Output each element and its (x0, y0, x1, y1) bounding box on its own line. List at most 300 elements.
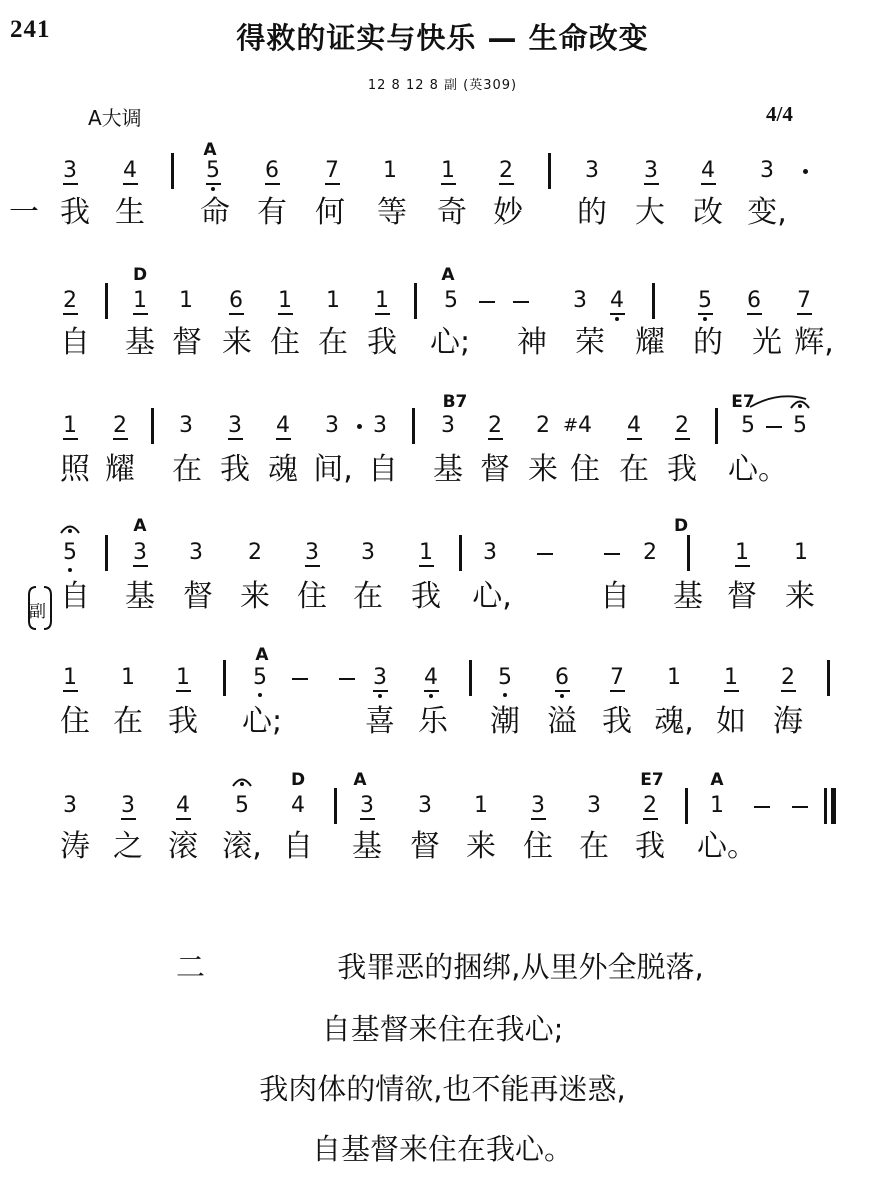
barline (223, 660, 226, 696)
note (410, 793, 440, 819)
note (317, 413, 347, 439)
lyric-syllable: 心, (472, 579, 512, 614)
note-digit: 3 (441, 413, 455, 438)
note-digit: 1 (176, 665, 190, 690)
eighth-underline (797, 313, 812, 315)
eighth-underline (123, 183, 138, 185)
note (352, 793, 382, 820)
lyric-syllable: 我 (411, 579, 441, 614)
note (716, 665, 746, 692)
eighth-underline (325, 183, 340, 185)
note-digit: 3 (373, 413, 387, 438)
eighth-underline (229, 313, 244, 315)
eighth-underline (441, 183, 456, 185)
note-digit: 5 (235, 793, 249, 818)
verse-line: 我肉体的情欲,也不能再迷惑, (259, 1072, 626, 1106)
low-octave-dot (258, 693, 262, 697)
lyric-syllable: 自 (368, 452, 398, 487)
note (171, 413, 201, 439)
note-digit: 7 (797, 288, 811, 313)
lyric-syllable: 心。 (697, 829, 757, 864)
key-signature: A大调 (88, 106, 142, 130)
chord-symbol: E7 (640, 770, 664, 790)
lyric-syllable: 变, (747, 195, 787, 230)
lyric-syllable: 的 (693, 325, 723, 360)
note-digit: 5 (63, 540, 77, 565)
note (635, 540, 665, 566)
eighth-underline (133, 565, 148, 567)
eighth-underline (206, 183, 221, 185)
eighth-underline (499, 183, 514, 185)
note-digit: 4 (578, 413, 592, 438)
eighth-underline (276, 438, 291, 440)
barline (151, 408, 154, 444)
lyric-syllable: 在 (172, 452, 202, 487)
chord-symbol: A (133, 516, 147, 536)
sustain-dash (339, 678, 355, 680)
note (168, 665, 198, 692)
eighth-underline (643, 818, 658, 820)
note-digit: 5 (206, 158, 220, 183)
chord-symbol: A (441, 265, 455, 285)
lyric-syllable: 何 (315, 195, 345, 230)
lyric-syllable: 来 (240, 579, 270, 614)
lyric-syllable: 海 (773, 704, 803, 739)
lyric-syllable: 督 (410, 829, 440, 864)
note-digit: 2 (488, 413, 502, 438)
note-digit: 2 (643, 540, 657, 565)
low-octave-dot (615, 317, 619, 321)
barline (715, 408, 718, 444)
lyric-syllable: 耀 (105, 452, 135, 487)
note (168, 793, 198, 820)
eighth-underline (735, 565, 750, 567)
note-digit: 1 (383, 158, 397, 183)
lyric-syllable: 自 (283, 829, 313, 864)
lyric-syllable: 滚, (222, 829, 262, 864)
note (690, 288, 720, 321)
eighth-underline (176, 690, 191, 692)
lyric-syllable: 溢 (547, 704, 577, 739)
eighth-underline (555, 690, 570, 692)
note-digit: 5 (793, 413, 807, 438)
note-digit: 1 (441, 158, 455, 183)
note (547, 665, 577, 698)
note (198, 158, 228, 191)
note-digit: 2 (499, 158, 513, 183)
note-digit: 5 (253, 665, 267, 690)
note-digit: 4 (424, 665, 438, 690)
refrain-label: 副 (29, 602, 46, 622)
lyric-syllable: 间, (313, 452, 353, 487)
note (785, 413, 815, 439)
lyric-syllable: 督 (183, 579, 213, 614)
lyric-syllable: 耀 (635, 325, 665, 360)
note (125, 540, 155, 567)
eighth-underline (627, 438, 642, 440)
fermata-icon (231, 775, 253, 787)
note-digit: 3 (573, 288, 587, 313)
note (565, 288, 595, 314)
note (365, 665, 395, 698)
chord-symbol: D (673, 516, 689, 536)
eighth-underline (373, 690, 388, 692)
lyric-syllable: 我 (168, 704, 198, 739)
low-octave-dot (560, 694, 564, 698)
fermata-icon (59, 522, 81, 534)
note-digit: 3 (179, 413, 193, 438)
eighth-underline (305, 565, 320, 567)
eighth-underline (265, 183, 280, 185)
note-digit: 5 (741, 413, 755, 438)
lyric-syllable: 我 (602, 704, 632, 739)
barline (334, 788, 337, 824)
barline (652, 283, 655, 319)
note-digit: 6 (747, 288, 761, 313)
lyric-syllable: 在 (353, 579, 383, 614)
note-digit: 1 (419, 540, 433, 565)
note (240, 540, 270, 566)
eighth-underline (360, 818, 375, 820)
note-digit: 3 (63, 158, 77, 183)
note (523, 793, 553, 820)
chord-symbol: A (710, 770, 724, 790)
note-digit: 3 (305, 540, 319, 565)
note (702, 793, 732, 819)
note (220, 413, 250, 440)
note-digit: 1 (667, 665, 681, 690)
note (375, 158, 405, 184)
sustain-dash (513, 301, 529, 303)
note-digit: 6 (265, 158, 279, 183)
lyric-syllable: 基 (673, 579, 703, 614)
lyric-syllable: 如 (716, 704, 746, 739)
note (659, 665, 689, 691)
chord-symbol: B7 (442, 392, 468, 412)
note (268, 413, 298, 440)
barline (105, 283, 108, 319)
note-digit: 4 (176, 793, 190, 818)
note-digit: 1 (133, 288, 147, 313)
lyric-syllable: 住 (60, 704, 90, 739)
final-barline (831, 788, 836, 824)
note (619, 413, 649, 440)
eighth-underline (488, 438, 503, 440)
note (55, 665, 85, 692)
lyric-syllable: 住 (270, 325, 300, 360)
note-digit: 5 (498, 665, 512, 690)
note (297, 540, 327, 567)
note-digit: 3 (360, 793, 374, 818)
lyric-syllable: 心; (430, 325, 471, 360)
lyric-syllable: 神 (517, 325, 547, 360)
note (245, 665, 275, 697)
lyric-syllable: 在 (113, 704, 143, 739)
eighth-underline (63, 690, 78, 692)
lyric-syllable: 大 (635, 195, 665, 230)
lyric-syllable: 基 (433, 452, 463, 487)
note-digit: 3 (189, 540, 203, 565)
note-digit: 3 (483, 540, 497, 565)
note-digit: 1 (278, 288, 292, 313)
eighth-underline (176, 818, 191, 820)
lyric-syllable: 我 (220, 452, 250, 487)
barline (414, 283, 417, 319)
low-octave-dot (378, 694, 382, 698)
note-digit: 2 (113, 413, 127, 438)
note (221, 288, 251, 315)
note-digit: 5 (698, 288, 712, 313)
lyric-syllable: 自 (600, 579, 630, 614)
note (752, 158, 782, 184)
eighth-underline (424, 690, 439, 692)
lyric-syllable: 辉, (794, 325, 834, 360)
sustain-dash (479, 301, 495, 303)
eighth-underline (781, 690, 796, 692)
barline (548, 153, 551, 189)
lyric-syllable: 来 (785, 579, 815, 614)
note (667, 413, 697, 440)
eighth-underline (747, 313, 762, 315)
lyric-syllable: 督 (727, 579, 757, 614)
barline (412, 408, 415, 444)
slur-icon (748, 393, 808, 409)
note (171, 288, 201, 314)
note (635, 793, 665, 820)
eighth-underline (375, 313, 390, 315)
note-digit: 7 (610, 665, 624, 690)
sustain-dash (792, 806, 808, 808)
note-digit: 4 (123, 158, 137, 183)
note-digit: 2 (536, 413, 550, 438)
note-digit: 3 (325, 413, 339, 438)
note (125, 288, 155, 315)
eighth-underline (113, 438, 128, 440)
barline (685, 788, 688, 824)
sharp-sign: # (563, 415, 579, 436)
note (563, 413, 600, 439)
note (789, 288, 819, 315)
lyric-syllable: 魂, (654, 704, 694, 739)
lyric-syllable: 来 (528, 452, 558, 487)
note (636, 158, 666, 185)
note-digit: 3 (585, 158, 599, 183)
lyric-syllable: 在 (579, 829, 609, 864)
note (318, 288, 348, 314)
chord-symbol: A (203, 140, 217, 160)
note-digit: 6 (555, 665, 569, 690)
note-digit: 1 (735, 540, 749, 565)
note-digit: 6 (229, 288, 243, 313)
eighth-underline (698, 313, 713, 315)
time-signature: 4/4 (766, 102, 793, 126)
lyric-syllable: 我 (635, 829, 665, 864)
note (786, 540, 816, 566)
sustain-dash (604, 553, 620, 555)
lyric-syllable: 在 (318, 325, 348, 360)
note (739, 288, 769, 315)
verse-line: 自基督来住在我心。 (311, 1132, 573, 1166)
note (733, 413, 763, 439)
sustain-dash (292, 678, 308, 680)
note-digit: 4 (627, 413, 641, 438)
augmentation-dot (357, 424, 362, 429)
note-digit: 3 (418, 793, 432, 818)
eighth-underline (610, 690, 625, 692)
eighth-underline (610, 313, 625, 315)
low-octave-dot (211, 187, 215, 191)
barline (687, 535, 690, 571)
note (115, 158, 145, 185)
note-digit: 3 (760, 158, 774, 183)
note (475, 540, 505, 566)
note-digit: 5 (444, 288, 458, 313)
eighth-underline (63, 183, 78, 185)
note-digit: 2 (781, 665, 795, 690)
note-digit: 3 (228, 413, 242, 438)
lyric-syllable: 妙 (493, 195, 523, 230)
lyric-syllable: 有 (257, 195, 287, 230)
note (491, 158, 521, 185)
lyric-syllable: 来 (222, 325, 252, 360)
note-digit: 7 (325, 158, 339, 183)
note-digit: 2 (643, 793, 657, 818)
note (105, 413, 135, 440)
lyric-syllable: 督 (480, 452, 510, 487)
lyric-syllable: 住 (297, 579, 327, 614)
low-octave-dot (703, 317, 707, 321)
note-digit: 3 (644, 158, 658, 183)
sustain-dash (754, 806, 770, 808)
note-digit: 1 (179, 288, 193, 313)
chord-symbol: D (290, 770, 306, 790)
note-digit: 1 (710, 793, 724, 818)
note-digit: 4 (276, 413, 290, 438)
lyric-syllable: 我 (60, 195, 90, 230)
lyric-syllable: 心。 (728, 452, 788, 487)
eighth-underline (63, 313, 78, 315)
note (490, 665, 520, 697)
note (411, 540, 441, 567)
lyric-syllable: 乐 (418, 704, 448, 739)
note (113, 665, 143, 691)
lyric-syllable: 我 (667, 452, 697, 487)
barline (827, 660, 830, 696)
lyric-syllable: 涛 (60, 829, 90, 864)
note-digit: 3 (63, 793, 77, 818)
eighth-underline (701, 183, 716, 185)
note (353, 540, 383, 566)
eighth-underline (278, 313, 293, 315)
chord-symbol: A (353, 770, 367, 790)
eighth-underline (644, 183, 659, 185)
verse-number-one: 一 (9, 195, 39, 230)
note-digit: 3 (373, 665, 387, 690)
note (528, 413, 558, 439)
note (433, 158, 463, 185)
note (55, 413, 85, 440)
eighth-underline (675, 438, 690, 440)
note (602, 665, 632, 692)
low-octave-dot (503, 693, 507, 697)
lyric-syllable: 心; (242, 704, 283, 739)
barline (171, 153, 174, 189)
lyric-syllable: 光 (752, 325, 782, 360)
low-octave-dot (68, 568, 72, 572)
eighth-underline (531, 818, 546, 820)
lyric-syllable: 之 (113, 829, 143, 864)
note-digit: 3 (361, 540, 375, 565)
verse-line: 自基督来住在我心; (321, 1012, 564, 1046)
note (227, 793, 257, 819)
lyric-syllable: 在 (619, 452, 649, 487)
note-digit: 1 (375, 288, 389, 313)
note-digit: 4 (701, 158, 715, 183)
lyric-syllable: 命 (200, 195, 230, 230)
eighth-underline (133, 313, 148, 315)
note-digit: 1 (121, 665, 135, 690)
eighth-underline (121, 818, 136, 820)
chord-symbol: A (255, 645, 269, 665)
lyric-syllable: 督 (172, 325, 202, 360)
note (113, 793, 143, 820)
chord-symbol: D (132, 265, 148, 285)
note (55, 793, 85, 819)
hymn-title: 得救的证实与快乐 — 生命改变 (236, 21, 649, 55)
note-digit: 2 (675, 413, 689, 438)
lyric-syllable: 照 (60, 452, 90, 487)
note-digit: 2 (248, 540, 262, 565)
note (55, 158, 85, 185)
note (466, 793, 496, 819)
note (436, 288, 466, 314)
verse-line: 我罪恶的捆绑,从里外全脱落, (337, 950, 704, 984)
lyric-syllable: 生 (115, 195, 145, 230)
lyric-syllable: 自 (60, 325, 90, 360)
lyric-syllable: 魂 (268, 452, 298, 487)
barline (105, 535, 108, 571)
note-digit: 1 (63, 665, 77, 690)
note (433, 413, 463, 439)
note (416, 665, 446, 698)
lyric-syllable: 喜 (365, 704, 395, 739)
note-digit: 1 (63, 413, 77, 438)
note (257, 158, 287, 185)
eighth-underline (419, 565, 434, 567)
lyric-syllable: 基 (352, 829, 382, 864)
note-digit: 4 (610, 288, 624, 313)
note-digit: 1 (474, 793, 488, 818)
note-digit: 4 (291, 793, 305, 818)
note-digit: 3 (133, 540, 147, 565)
lyric-syllable: 自 (60, 579, 90, 614)
lyric-syllable: 滚 (168, 829, 198, 864)
barline (469, 660, 472, 696)
eighth-underline (724, 690, 739, 692)
note-digit: 2 (63, 288, 77, 313)
sustain-dash (537, 553, 553, 555)
note (579, 793, 609, 819)
augmentation-dot (803, 169, 808, 174)
note (55, 288, 85, 315)
note (727, 540, 757, 567)
note (693, 158, 723, 185)
meter-line: 12 8 12 8 副 (英309) (367, 78, 518, 93)
low-octave-dot (429, 694, 433, 698)
note (480, 413, 510, 440)
barline (459, 535, 462, 571)
note (270, 288, 300, 315)
